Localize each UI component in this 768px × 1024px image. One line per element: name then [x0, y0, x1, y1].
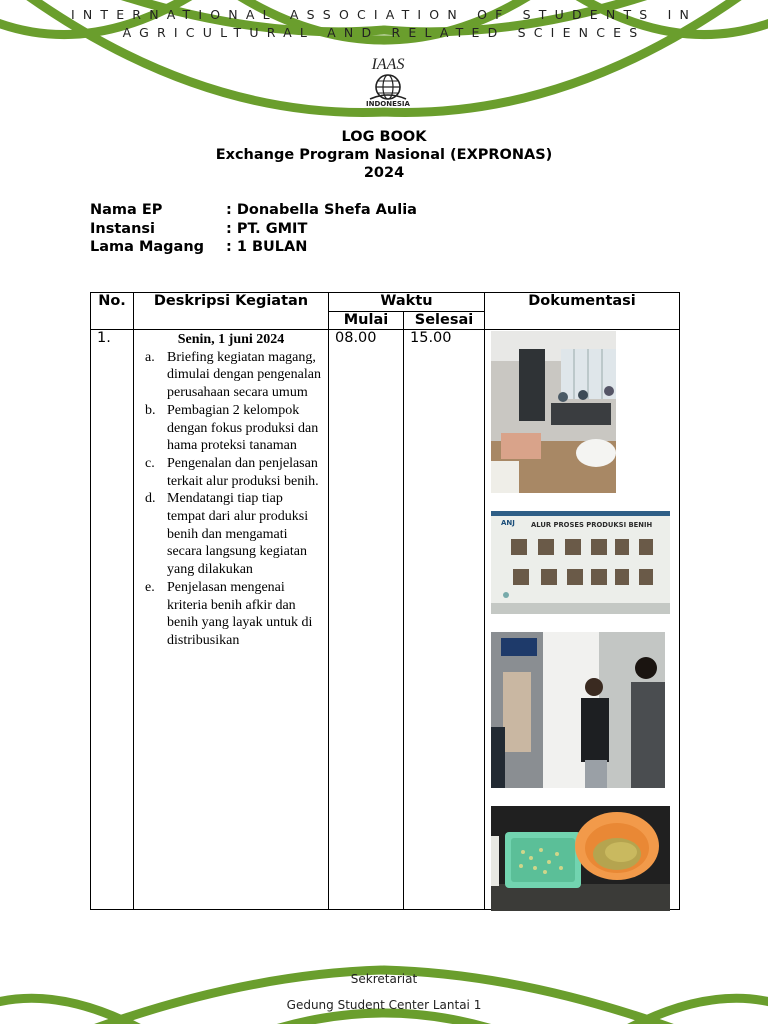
title-line-1: LOG BOOK: [341, 129, 427, 145]
banner-title: ALUR PROSES PRODUKSI BENIH: [531, 521, 653, 529]
logo-subtitle: INDONESIA: [366, 100, 410, 108]
header-documentation: Dokumentasi: [485, 293, 680, 330]
info-value: : PT. GMIT: [226, 220, 308, 237]
item-text: Briefing kegiatan magang, dimulai dengan pengenalan perusahaan secara umum: [167, 349, 321, 401]
item-letter: b.: [145, 402, 156, 418]
facility-visit-photo: [491, 632, 665, 788]
org-name-line2: AGRICULTURAL AND RELATED SCIENCES: [122, 25, 646, 40]
footer-address: Gedung Student Center Lantai 1: [286, 998, 482, 1012]
item-text: Pembagian 2 kelompok dengan fokus produksi dan hama proteksi tanaman: [167, 402, 319, 454]
activity-list: [140, 349, 322, 650]
participant-info: [90, 201, 417, 257]
svg-text:IAAS: IAAS: [371, 56, 405, 73]
footer-secretariat: Sekretariat: [350, 972, 418, 986]
info-label: Lama Magang: [90, 239, 205, 255]
seed-production-banner-photo: [491, 511, 670, 614]
activity-description: [134, 330, 329, 910]
activity-log-table: [90, 292, 680, 910]
list-item: [140, 402, 322, 455]
item-letter: e.: [145, 579, 155, 595]
header-description: Deskripsi Kegiatan: [134, 293, 329, 330]
table-row: [91, 330, 680, 910]
banner-brand: ANJ: [501, 519, 515, 527]
documentation-cell: [485, 330, 680, 910]
info-row-institution: [90, 220, 417, 239]
end-time: 15.00: [404, 330, 485, 910]
item-text: Pengenalan dan penjelasan terkait alur produksi benih.: [167, 455, 319, 489]
header-start: Mulai: [329, 312, 404, 330]
title-line-3: 2024: [363, 165, 405, 181]
table-header-row: [91, 293, 680, 312]
info-label: Instansi: [90, 220, 155, 237]
row-number: 1.: [91, 330, 134, 910]
item-letter: c.: [145, 455, 155, 471]
title-line-2: Exchange Program Nasional (EXPRONAS): [215, 147, 553, 163]
start-time: 08.00: [329, 330, 404, 910]
info-row-name: [90, 201, 417, 220]
seed-trays-photo: [491, 806, 670, 911]
list-item: [140, 490, 322, 579]
item-text: Penjelasan mengenai kriteria benih afkir dan benih yang layak untuk di distribusikan: [167, 579, 313, 648]
info-value: : 1 BULAN: [226, 239, 308, 255]
list-item: [140, 349, 322, 402]
header-time: Waktu: [329, 293, 485, 312]
list-item: [140, 455, 322, 490]
list-item: [140, 579, 322, 650]
header-no: No.: [91, 293, 134, 330]
item-letter: d.: [145, 491, 156, 507]
org-name-line1: INTERNATIONAL ASSOCIATION OF STUDENTS IN: [70, 7, 698, 22]
item-text: Mendatangi tiap tiap tempat dari alur produksi benih dan mengamati secara langsung kegiatan yang dilakukan: [167, 491, 309, 578]
header-end: Selesai: [404, 312, 485, 330]
info-value: : Donabella Shefa Aulia: [226, 202, 417, 218]
day-title: Senin, 1 juni 2024: [177, 332, 285, 347]
info-label: Nama EP: [90, 202, 163, 218]
item-letter: a.: [145, 349, 155, 365]
logbook-title: [0, 128, 768, 182]
info-row-duration: [90, 238, 417, 257]
office-room-photo: [491, 331, 616, 493]
